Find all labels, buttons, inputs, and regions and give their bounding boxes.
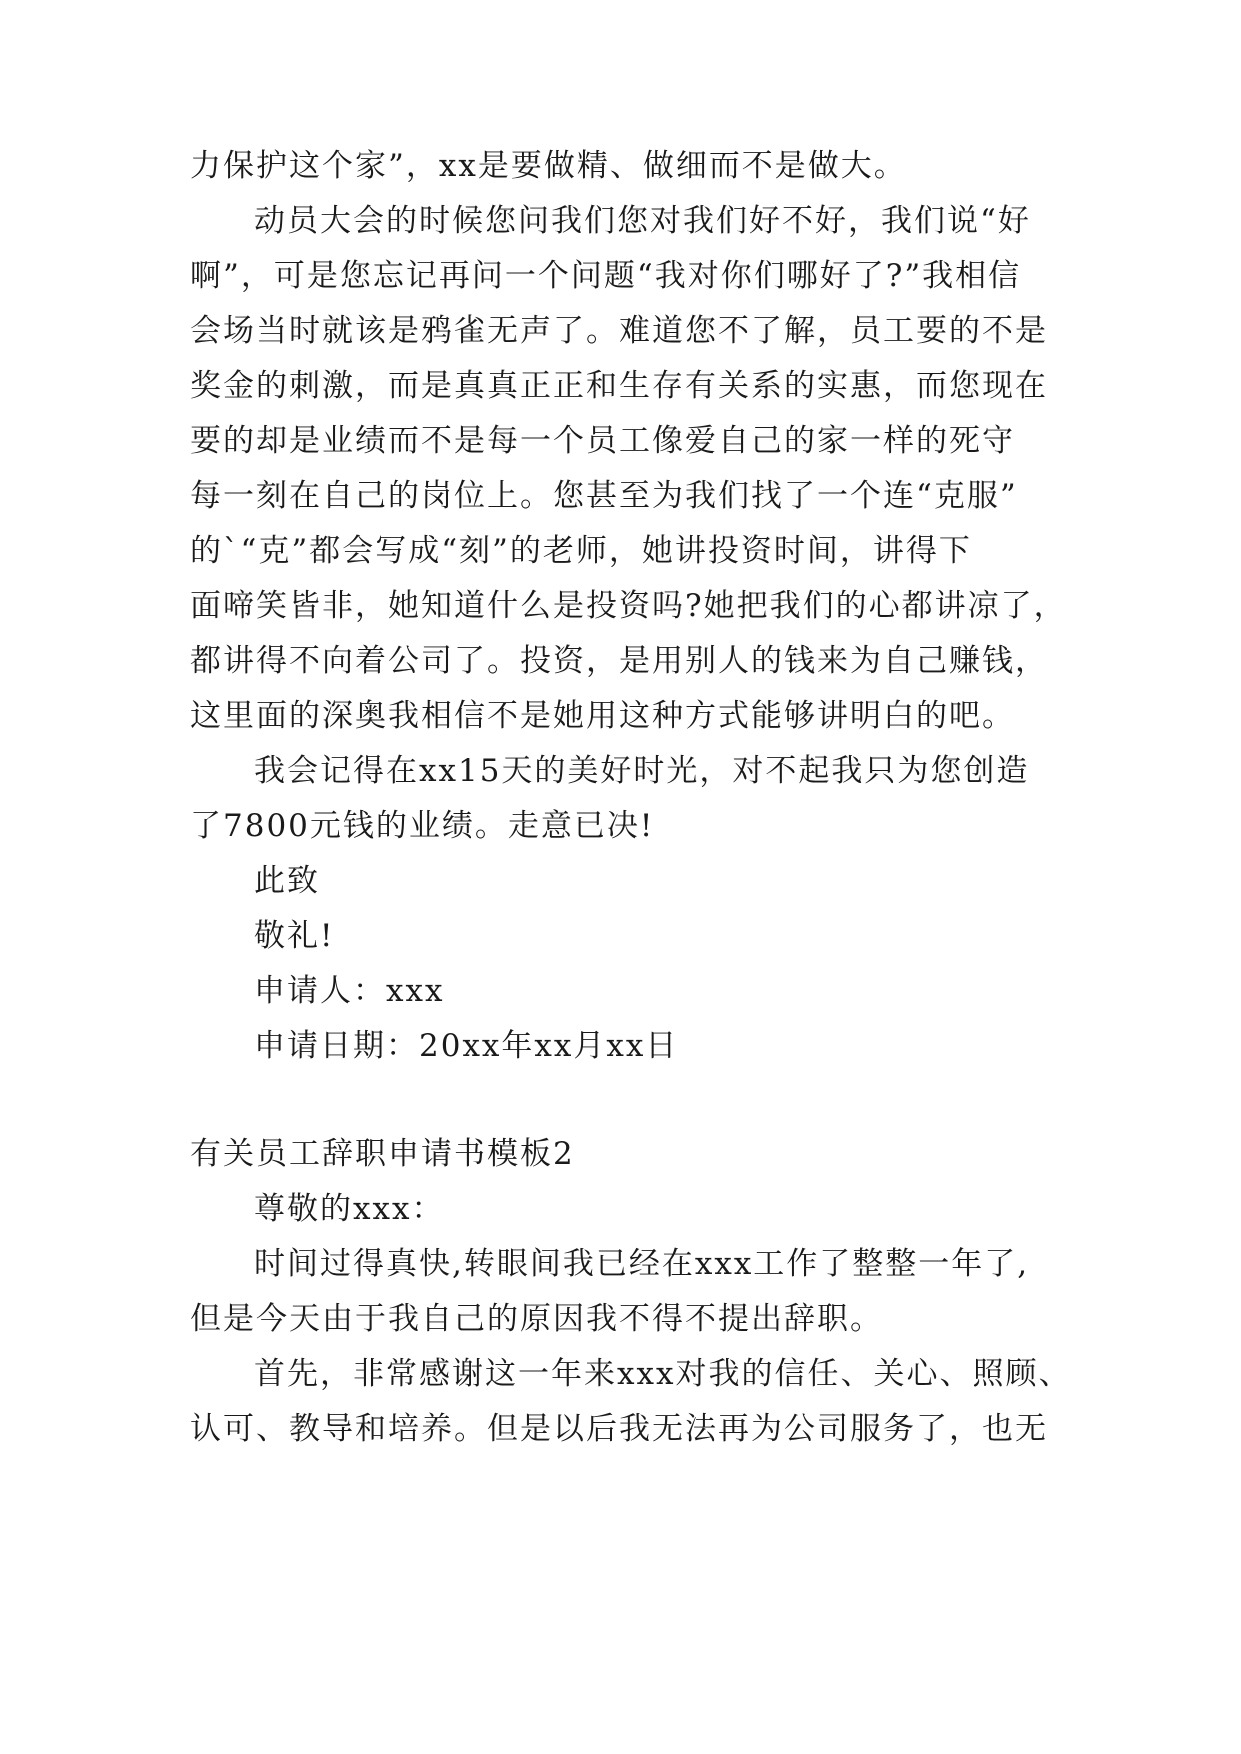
salutation-line: 敬礼! bbox=[254, 918, 335, 954]
text-line: 奖金的刺激，而是真真正正和生存有关系的实惠，而您现在 bbox=[190, 368, 1048, 404]
text-line: 这里面的深奥我相信不是她用这种方式能够讲明白的吧。 bbox=[190, 698, 1015, 734]
text-line: 但是今天由于我自己的原因我不得不提出辞职。 bbox=[190, 1301, 883, 1337]
text-line: 了7800元钱的业绩。走意已决! bbox=[190, 808, 655, 844]
text-line: 动员大会的时候您问我们您对我们好不好，我们说“好 bbox=[254, 203, 1031, 239]
text-line: 会场当时就该是鸦雀无声了。难道您不了解，员工要的不是 bbox=[190, 313, 1048, 349]
closing-line: 此致 bbox=[254, 863, 320, 899]
text-line: 时间过得真快,转眼间我已经在xxx工作了整整一年了, bbox=[254, 1246, 1030, 1282]
text-line: 的`“克”都会写成“刻”的老师，她讲投资时间，讲得下 bbox=[190, 533, 972, 569]
text-line: 首先，非常感谢这一年来xxx对我的信任、关心、照顾、 bbox=[254, 1356, 1072, 1392]
text-line: 面啼笑皆非，她知道什么是投资吗?她把我们的心都讲凉了， bbox=[190, 588, 1067, 624]
text-line: 要的却是业绩而不是每一个员工像爱自己的家一样的死守 bbox=[190, 423, 1015, 459]
section-heading: 有关员工辞职申请书模板2 bbox=[190, 1136, 575, 1172]
text-line: 啊”，可是您忘记再问一个问题“我对你们哪好了?”我相信 bbox=[190, 258, 1022, 294]
text-line: 认可、教导和培养。但是以后我无法再为公司服务了，也无 bbox=[190, 1411, 1048, 1447]
applicant-line: 申请人：xxx bbox=[254, 973, 445, 1009]
text-line: 力保护这个家”，xx是要做精、做细而不是做大。 bbox=[190, 148, 907, 184]
text-line: 每一刻在自己的岗位上。您甚至为我们找了一个连“克服” bbox=[190, 478, 1018, 514]
date-line: 申请日期：20xx年xx月xx日 bbox=[254, 1028, 679, 1064]
greeting-line: 尊敬的xxx： bbox=[254, 1191, 445, 1227]
text-line: 我会记得在xx15天的美好时光，对不起我只为您创造 bbox=[254, 753, 1030, 789]
text-line: 都讲得不向着公司了。投资，是用别人的钱来为自己赚钱， bbox=[190, 643, 1048, 679]
